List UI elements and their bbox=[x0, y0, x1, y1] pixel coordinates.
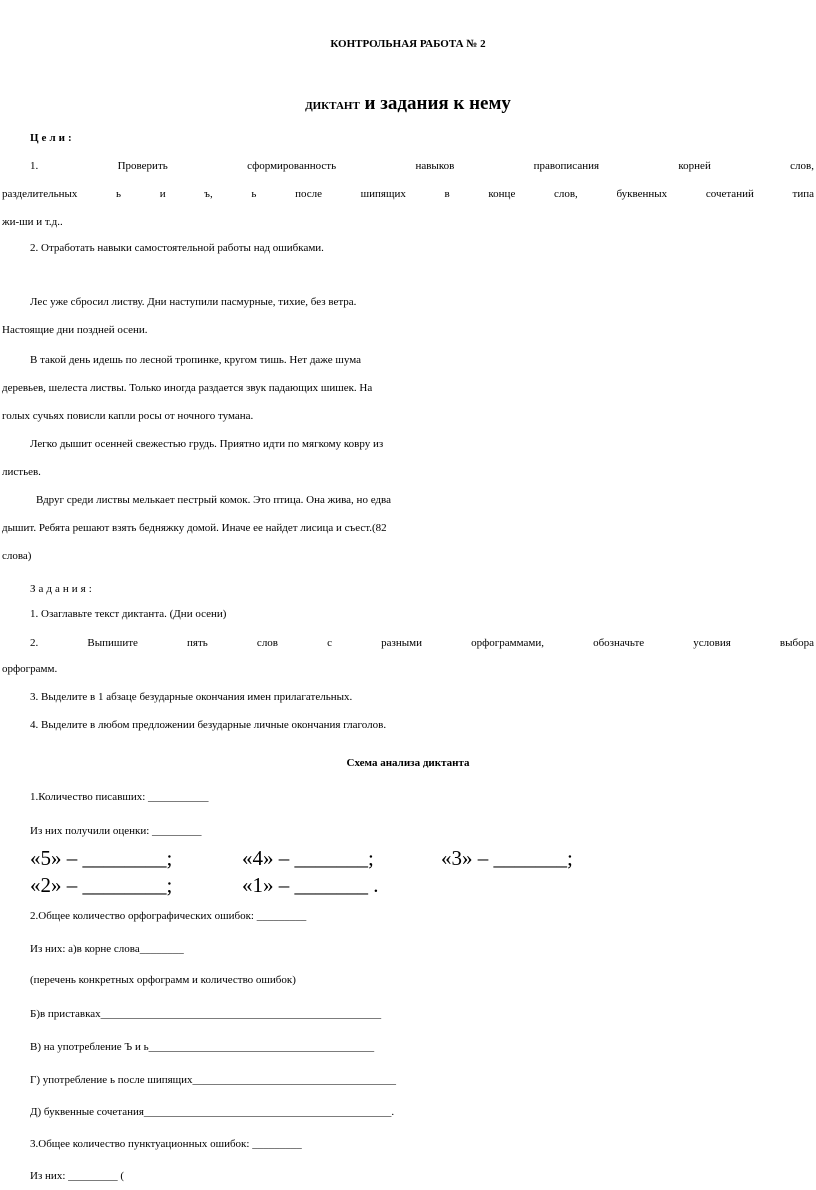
errors-in-root: Из них: а)в корне слова________ bbox=[30, 943, 184, 955]
dictation-line-2: Настоящие дни поздней осени. bbox=[2, 324, 148, 336]
task-1: 1. Озаглавьте текст диктанта. (Дни осени) bbox=[30, 608, 227, 620]
document-title: КОНТРОЛЬНАЯ РАБОТА № 2 bbox=[330, 38, 486, 50]
goal-1-line-1: 1. Проверить сформированность навыков правописания корней слов, bbox=[30, 160, 814, 172]
dictation-line-7: листьев. bbox=[2, 466, 41, 478]
goal-1-line-2: разделительных ь и ъ, ь после шипящих в конце слов, буквенных сочетаний типа bbox=[2, 188, 814, 200]
spelling-errors-total: 2.Общее количество орфографических ошибок: _________ bbox=[30, 910, 307, 922]
tasks-heading bbox=[30, 576, 816, 602]
dictation-line-1: Лес уже сбросил листву. Дни наступили пасмурные, тихие, без ветра. bbox=[30, 296, 357, 308]
grade-2: «2» – ________; bbox=[30, 873, 173, 897]
dictation-line-9: дышит. Ребята решают взять бедняжку домой. Иначе ее найдет лисица и съест.(82 bbox=[2, 522, 387, 534]
grade-4: «4» – _______; bbox=[242, 846, 374, 870]
dictation-line-10: слова) bbox=[2, 550, 32, 562]
document-subtitle bbox=[0, 91, 816, 119]
errors-list-note: (перечень конкретных орфограмм и количество ошибок) bbox=[30, 974, 296, 986]
task-3: 3. Выделите в 1 абзаце безударные окончания имен прилагательных. bbox=[30, 691, 353, 703]
dictation-line-3: В такой день идешь по лесной тропинке, кругом тишь. Нет даже шума bbox=[30, 354, 361, 366]
dictation-line-4: деревьев, шелеста листвы. Только иногда раздается звук падающих шишек. На bbox=[2, 382, 373, 394]
errors-hard-soft-signs: В) на употребление Ъ и ь_________________________________________ bbox=[30, 1041, 375, 1053]
task-4: 4. Выделите в любом предложении безударные личные окончания глаголов. bbox=[30, 719, 387, 731]
subtitle-rest: и задания к нему bbox=[359, 93, 511, 114]
grades-intro: Из них получили оценки: _________ bbox=[30, 825, 202, 837]
goal-2: 2. Отработать навыки самостоятельной работы над ошибками. bbox=[30, 242, 324, 254]
subtitle-main: ДИКТАНТ bbox=[305, 100, 360, 112]
scheme-heading: Схема анализа диктанта bbox=[346, 757, 470, 769]
tasks-heading-colon: : bbox=[88, 583, 92, 595]
task-2-line-1: 2. Выпишите пять слов с разными орфограммами, обозначьте условия выбора bbox=[30, 637, 814, 649]
count-writers: 1.Количество писавших: ___________ bbox=[30, 791, 209, 803]
errors-in-prefix: Б)в приставках___________________________________________________ bbox=[30, 1008, 382, 1020]
dictation-line-8: Вдруг среди листвы мелькает пестрый комок. Это птица. Она жива, но едва bbox=[36, 494, 391, 506]
tasks-heading-word: Задания bbox=[30, 583, 89, 595]
dictation-line-6: Легко дышит осенней свежестью грудь. Приятно идти по мягкому ковру из bbox=[30, 438, 384, 450]
grade-5: «5» – ________; bbox=[30, 846, 173, 870]
goals-heading: Цели: bbox=[30, 132, 75, 144]
punctuation-errors-breakdown: Из них: _________ ( bbox=[30, 1170, 125, 1182]
dictation-line-5: голых сучьях повисли капли росы от ночного тумана. bbox=[2, 410, 254, 422]
goal-1-line-3: жи-ши и т.д.. bbox=[2, 216, 63, 228]
grade-1: «1» – _______ . bbox=[242, 873, 379, 897]
errors-soft-after-sibilants: Г) употребление ь после шипящих_____________________________________ bbox=[30, 1074, 397, 1086]
punctuation-errors-total: 3.Общее количество пунктуационных ошибок: _________ bbox=[30, 1138, 302, 1150]
errors-letter-combinations: Д) буквенные сочетания_____________________________________________. bbox=[30, 1106, 395, 1118]
grade-3: «3» – _______; bbox=[441, 846, 573, 870]
task-2-line-2: орфограмм. bbox=[2, 663, 58, 675]
